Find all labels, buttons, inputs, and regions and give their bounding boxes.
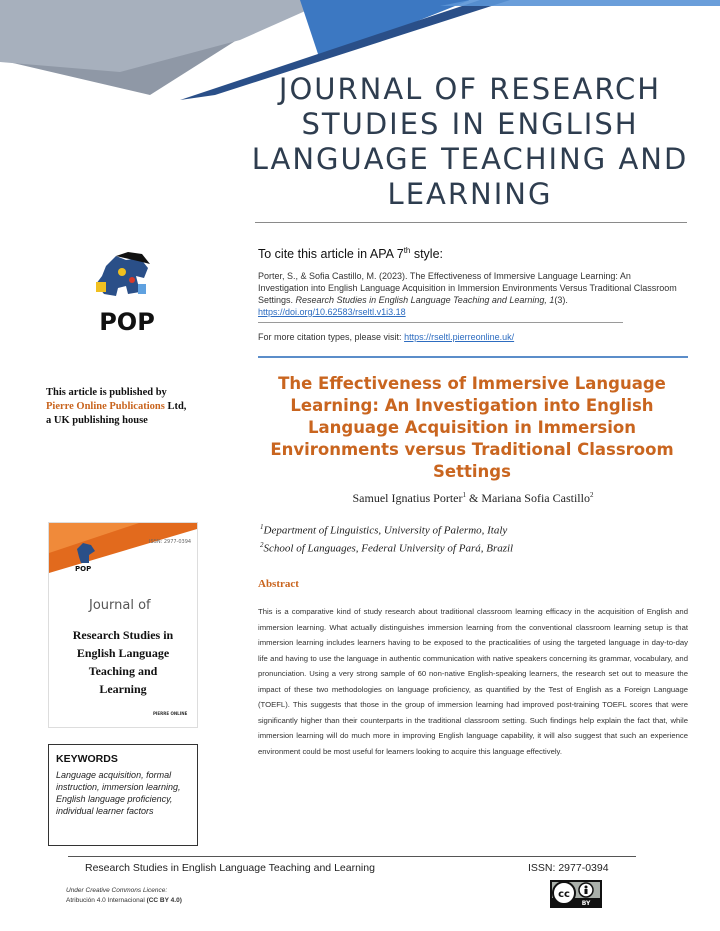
more-citation-label: For more citation types, please visit: bbox=[258, 332, 405, 342]
cover-title-line: Research Studies in bbox=[72, 628, 174, 642]
paper-title-line: Settings bbox=[433, 462, 511, 481]
keywords-title: KEYWORDS bbox=[56, 753, 118, 765]
journal-title bbox=[250, 72, 690, 212]
paper-title-line: Learning: An Investigation into English bbox=[290, 396, 654, 415]
citation-heading-text: To cite this article in APA 7 bbox=[258, 247, 404, 262]
cover-publisher: Pierre Online Publications bbox=[55, 583, 106, 588]
license-note bbox=[66, 886, 182, 906]
citation-text-issue: (3). bbox=[554, 295, 568, 305]
cover-title-line: Learning bbox=[99, 682, 147, 696]
affiliation-item bbox=[260, 520, 513, 538]
journal-website-link[interactable]: https://rseltl.pierreonline.uk/ bbox=[404, 332, 515, 342]
affiliation-item bbox=[260, 538, 513, 556]
license-cc-by: (CC BY 4.0) bbox=[146, 897, 182, 904]
cover-brand: PIERRE ONLINE bbox=[153, 711, 188, 716]
affiliation-sup: 1 bbox=[260, 523, 264, 531]
publisher-name: Pierre Online Publications bbox=[46, 401, 165, 412]
author-name: Samuel Ignatius Porter bbox=[352, 491, 463, 505]
citation-heading bbox=[258, 246, 443, 261]
cover-published-by: Published by: bbox=[55, 576, 101, 583]
cc-icon-text: cc bbox=[558, 889, 570, 900]
paper-title-line: Environments versus Traditional Classroom bbox=[270, 440, 674, 459]
paper-title-line: The Effectiveness of Immersive Language bbox=[278, 374, 666, 393]
abstract-body: This is a comparative kind of study research about traditional classroom learning efficacy in the acquisition of English and immersion learning. What actually distinguishes immersion learning from the conventional classroom learning setup is that immersion learning includes learners having to be exposed to the practicalities of using the targeted language in day-to-day life and having to use the language in authentic communication with native speakers concerning its grammar, vocabulary, and pronunciation. Using a very strong sample of 60 non-native English-speaking learners, the research set out to measure the impact of these two methodologies on language proficiency, as quantified by the Test of English as a Foreign Language (TOEFL). This suggests that those in the group of immersion learning had improved post-training TOEFL scores that were significantly higher than their counterparts in the traditional classroom setting. Such findings help explain the fact that, while immersion learning will do much more in improving English language capability, it will also suggest that such an experience environment could be most useful for learners looking to acquire this language effectively. bbox=[258, 607, 688, 756]
journal-cover-image bbox=[48, 522, 198, 728]
svg-text:POP: POP bbox=[75, 565, 92, 573]
logo-text: POP bbox=[99, 308, 155, 336]
affiliation-sup: 2 bbox=[260, 540, 264, 549]
pop-horse-logo bbox=[82, 248, 172, 338]
author-name: Mariana Sofia Castillo bbox=[481, 491, 590, 505]
publisher-note bbox=[46, 386, 246, 428]
title-divider bbox=[255, 222, 687, 223]
publisher-suffix: Ltd, bbox=[164, 401, 187, 412]
cover-issn: ISSN: 2977-0394 bbox=[149, 539, 192, 545]
more-citation-line bbox=[258, 332, 514, 342]
cover-title-line: English Language bbox=[76, 646, 170, 660]
journal-title-line: JOURNAL OF RESEARCH bbox=[278, 72, 662, 106]
citation-heading-suffix: style: bbox=[410, 247, 444, 262]
citation-journal-italic: Research Studies in English Language Teaching and Learning, 1 bbox=[295, 295, 555, 305]
license-line-2: Atribución 4.0 Internacional bbox=[66, 897, 147, 904]
paper-title bbox=[252, 373, 692, 483]
journal-title-line: STUDIES IN ENGLISH bbox=[301, 107, 639, 141]
journal-title-line: LANGUAGE TEACHING AND bbox=[251, 142, 689, 176]
cover-journal-of: Journal of bbox=[89, 598, 151, 613]
author-sup: 2 bbox=[589, 491, 594, 499]
footer-issn: ISSN: 2977-0394 bbox=[528, 862, 609, 874]
citation-text-part: Porter, S., & Sofia Castillo, M. (2023). The Effectiveness of Immersive Language Learning: An Investigation into English Language Acquisition in Immersion Environments Versus Traditional Classroom Settings. bbox=[258, 271, 677, 305]
affiliation-text: Department of Linguistics, University of Palermo, Italy bbox=[263, 524, 508, 537]
citation-text bbox=[258, 270, 678, 318]
citation-divider bbox=[258, 322, 623, 323]
cover-title-line: Teaching and bbox=[88, 664, 158, 678]
abstract-heading: Abstract bbox=[258, 578, 299, 590]
cover-graphic bbox=[49, 523, 197, 727]
title-rule-blue bbox=[258, 356, 688, 358]
paper-title-line: Language Acquisition in Immersion bbox=[307, 418, 636, 437]
affiliation-text: School of Languages, Federal University of Pará, Brazil bbox=[263, 542, 514, 555]
license-line-1: Under Creative Commons Licence: bbox=[66, 887, 168, 894]
by-icon-text: BY bbox=[581, 900, 591, 907]
keywords-text: Language acquisition, formal instruction, immersion learning, English language proficiency, individual learner factors bbox=[56, 770, 181, 816]
author-separator: & bbox=[465, 491, 482, 505]
cc-by-license-icon[interactable] bbox=[550, 880, 602, 908]
publisher-line-2 bbox=[46, 400, 246, 414]
affiliations bbox=[260, 520, 513, 555]
citation-heading-sup: th bbox=[403, 246, 411, 255]
publisher-line-1: This article is published by bbox=[46, 387, 167, 398]
author-sup: 1 bbox=[462, 491, 466, 499]
footer-journal-name: Research Studies in English Language Teaching and Learning bbox=[85, 862, 375, 874]
doi-link[interactable]: https://doi.org/10.62583/rseltl.v1i3.18 bbox=[258, 307, 406, 317]
footer-divider bbox=[68, 856, 636, 857]
publisher-line-3: a UK publishing house bbox=[46, 415, 148, 426]
authors-line bbox=[258, 491, 688, 506]
journal-title-line: LEARNING bbox=[387, 177, 553, 211]
